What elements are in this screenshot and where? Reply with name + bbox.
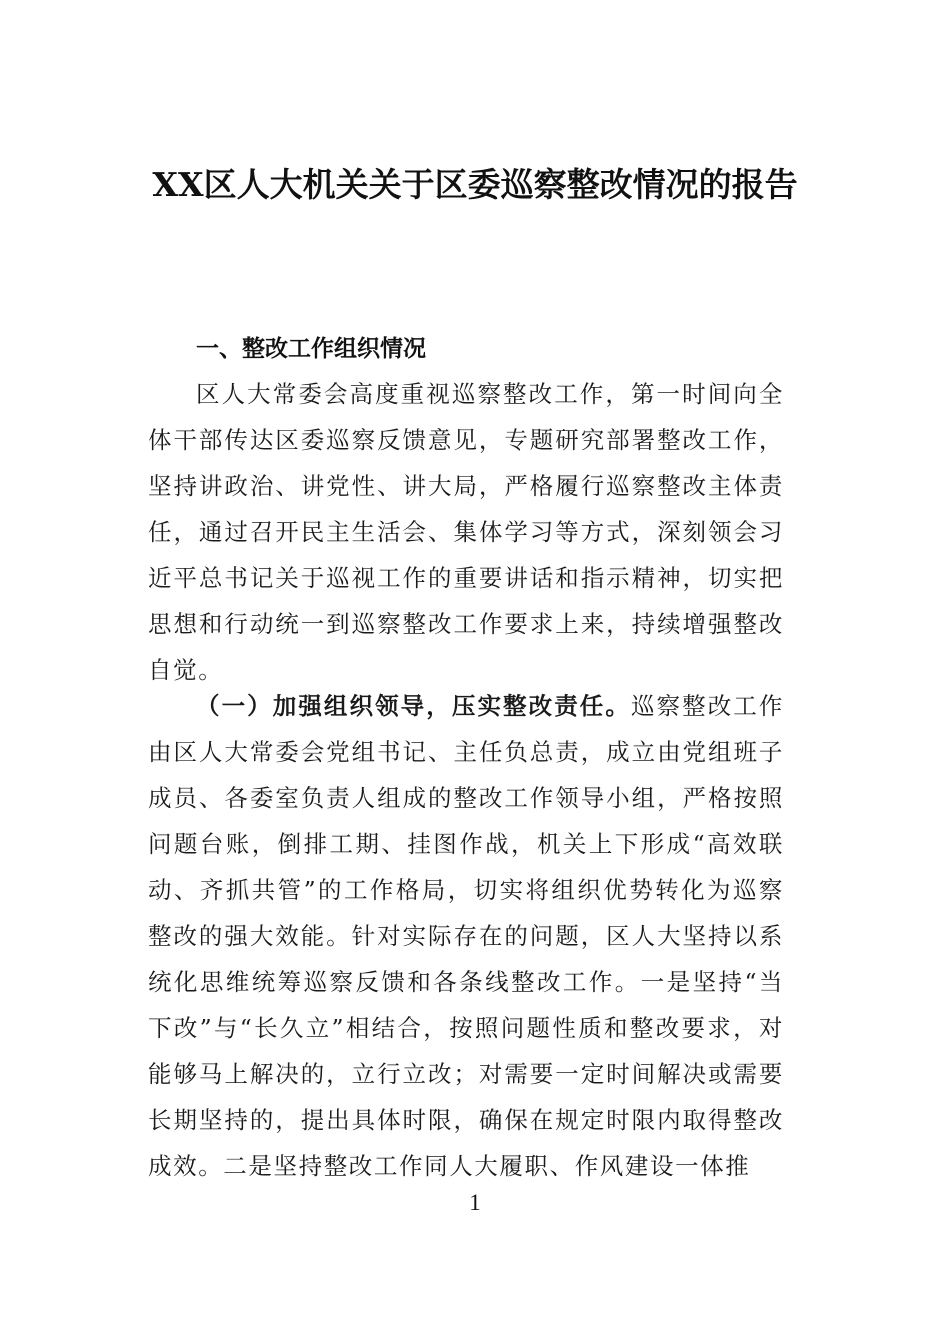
page-number: 1 (469, 1190, 481, 1215)
paragraph-lead-sentence: （一）加强组织领导，压实整改责任。 (196, 692, 631, 720)
body-paragraph (148, 683, 784, 1189)
paragraph-body-text: 巡察整改工作由区人大常委会党组书记、主任负总责，成立由党组班子成员、各委室负责人组成的整改工作领导小组，严格按照问题台账，倒排工期、挂图作战，机关上下形成“高效联动、齐抓共管”的工作格局，切实将组织优势转化为巡察整改的强大效能。针对实际存在的问题，区人大坚持以系统化思维统筹巡察反馈和各条线整改工作。一是坚持“当下改”与“长久立”相结合，按照问题性质和整改要求，对能够马上解决的，立行立改；对需要一定时间解决或需要长期坚持的，提出具体时限，确保在规定时限内取得整改成效。二是坚持整改工作同人大履职、作风建设一体推 (148, 692, 784, 1180)
document-title: XX区人大机关关于区委巡察整改情况的报告 (152, 165, 798, 204)
body-paragraph: 区人大常委会高度重视巡察整改工作，第一时间向全体干部传达区委巡察反馈意见，专题研究部署整改工作，坚持讲政治、讲党性、讲大局，严格履行巡察整改主体责任，通过召开民主生活会、集体学习等方式，深刻领会习近平总书记关于巡视工作的重要讲话和指示精神，切实把思想和行动统一到巡察整改工作要求上来，持续增强整改自觉。 (148, 380, 784, 684)
section-heading: 一、整改工作组织情况 (196, 336, 426, 362)
